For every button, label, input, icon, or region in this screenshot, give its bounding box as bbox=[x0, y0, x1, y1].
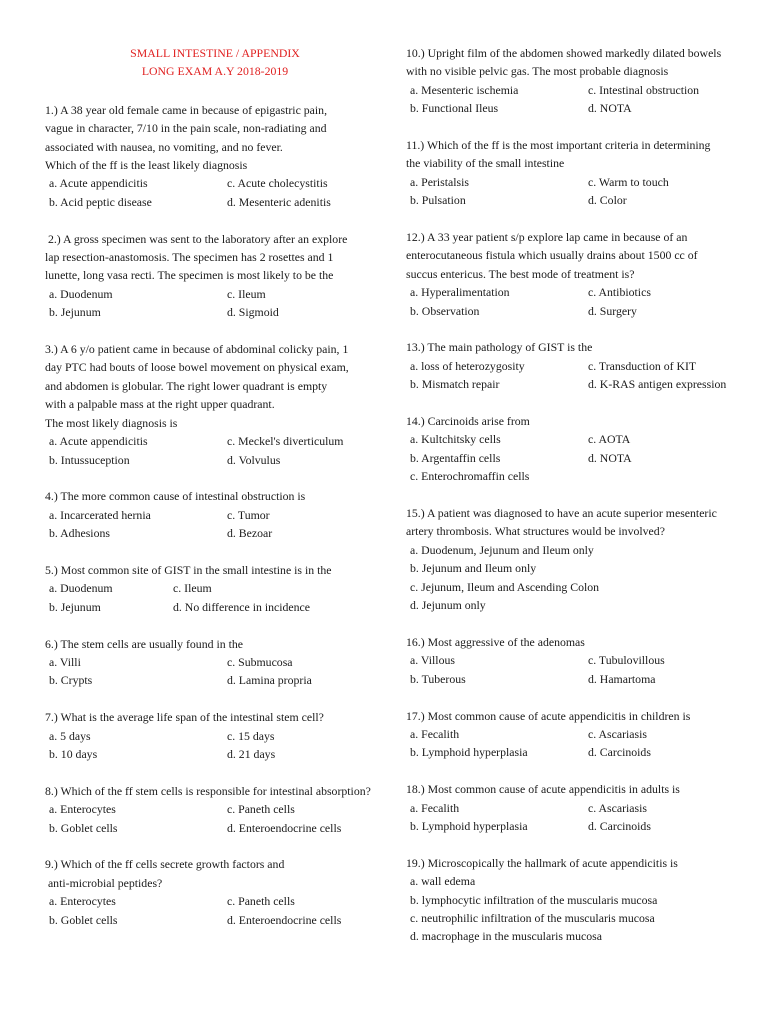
answer-option: c. Transduction of KIT bbox=[588, 358, 697, 373]
answer-option: a. Acute appendicitis bbox=[49, 434, 148, 449]
answer-option: b. Functional Ileus bbox=[410, 101, 499, 116]
question-line: 7.) What is the average life span of the intestinal stem cell? bbox=[45, 710, 324, 725]
options-grid bbox=[45, 892, 385, 929]
question-item bbox=[45, 101, 385, 211]
question-line: 19.) Microscopically the hallmark of acute appendicitis is bbox=[406, 855, 678, 870]
question-item bbox=[45, 855, 385, 929]
question-line: anti-microbial peptides? bbox=[45, 875, 163, 890]
question-stem bbox=[406, 338, 756, 356]
options-list bbox=[406, 872, 756, 946]
question-line: vague in character, 7/10 in the pain scale, non-radiating and bbox=[45, 121, 327, 136]
answer-option: a. loss of heterozygosity bbox=[410, 358, 525, 373]
answer-option: b. Mismatch repair bbox=[410, 377, 500, 392]
answer-option: c. Antibiotics bbox=[588, 285, 651, 300]
answer-option: b. Crypts bbox=[49, 673, 93, 688]
options-grid bbox=[45, 285, 385, 322]
answer-option: d. NOTA bbox=[588, 101, 632, 116]
question-line: 1.) A 38 year old female came in because of epigastric pain, bbox=[45, 102, 328, 117]
answer-option: c. Meckel's diverticulum bbox=[227, 434, 344, 449]
options-grid bbox=[45, 174, 385, 211]
options-grid bbox=[406, 799, 756, 836]
answer-option: d. Carcinoids bbox=[588, 745, 651, 760]
question-item bbox=[406, 44, 756, 118]
options-grid bbox=[406, 81, 756, 118]
question-item bbox=[45, 708, 385, 763]
answer-option: d. Carcinoids bbox=[588, 818, 651, 833]
options-grid bbox=[406, 430, 756, 467]
question-item bbox=[45, 561, 385, 616]
question-line: 10.) Upright film of the abdomen showed markedly dilated bowels bbox=[406, 46, 722, 60]
answer-option: b. Goblet cells bbox=[49, 820, 118, 835]
answer-option: c. Tubulovillous bbox=[588, 653, 665, 668]
answer-option: b. Adhesions bbox=[49, 526, 110, 541]
options-grid bbox=[45, 653, 385, 690]
question-item bbox=[45, 487, 385, 542]
left-question-list bbox=[45, 101, 385, 929]
answer-option: a. Villous bbox=[410, 653, 455, 668]
answer-option: c. Jejunum, Ileum and Ascending Colon bbox=[410, 579, 600, 594]
answer-option: a. Villi bbox=[49, 654, 81, 669]
answer-option: d. Volvulus bbox=[227, 452, 281, 467]
answer-option: a. Acute appendicitis bbox=[49, 176, 148, 191]
answer-option: c. Paneth cells bbox=[227, 802, 295, 817]
question-item bbox=[406, 412, 756, 486]
question-line: with a palpable mass at the right upper quadrant. bbox=[45, 397, 275, 412]
options-grid bbox=[45, 579, 385, 616]
question-item bbox=[406, 228, 756, 320]
question-stem bbox=[45, 635, 385, 653]
answer-option: a. Fecalith bbox=[410, 726, 460, 741]
question-stem bbox=[406, 707, 756, 725]
answer-option: d. K-RAS antigen expression bbox=[588, 377, 727, 392]
question-item bbox=[45, 230, 385, 322]
question-line: 14.) Carcinoids arise from bbox=[406, 414, 530, 429]
question-line: associated with nausea, no vomiting, and no fever. bbox=[45, 139, 283, 154]
answer-option: b. Lymphoid hyperplasia bbox=[410, 745, 528, 760]
question-stem bbox=[45, 340, 385, 432]
options-grid bbox=[45, 432, 385, 469]
question-line: 11.) Which of the ff is the most important criteria in determining bbox=[406, 138, 711, 153]
answer-option: c. Enterochromaffin cells bbox=[410, 469, 530, 484]
question-stem bbox=[406, 44, 756, 81]
answer-option: b. Intussuception bbox=[49, 452, 130, 467]
exam-subtitle: LONG EXAM A.Y 2018-2019 bbox=[141, 64, 289, 79]
question-line: 9.) Which of the ff cells secrete growth factors and bbox=[45, 857, 285, 872]
answer-option: c. AOTA bbox=[588, 432, 631, 447]
answer-option: b. Jejunum bbox=[49, 599, 101, 614]
question-line: Which of the ff is the least likely diagnosis bbox=[45, 158, 248, 173]
question-line: 3.) A 6 y/o patient came in because of abdominal colicky pain, 1 bbox=[45, 342, 349, 357]
question-line: day PTC had bouts of loose bowel movement on physical exam, bbox=[45, 360, 349, 375]
question-line: 18.) Most common cause of acute appendicitis in adults is bbox=[406, 782, 680, 797]
question-stem bbox=[45, 230, 385, 285]
answer-option: a. wall edema bbox=[410, 874, 476, 889]
answer-option: b. 10 days bbox=[49, 746, 98, 761]
question-stem bbox=[45, 487, 385, 505]
question-line: 4.) The more common cause of intestinal obstruction is bbox=[45, 489, 306, 504]
options-grid bbox=[406, 357, 756, 394]
question-line: 12.) A 33 year patient s/p explore lap came in because of an bbox=[406, 230, 688, 245]
question-item bbox=[45, 340, 385, 469]
exam-title: SMALL INTESTINE / APPENDIX bbox=[130, 46, 300, 60]
answer-option: b. lymphocytic infiltration of the muscularis mucosa bbox=[410, 892, 658, 907]
answer-option: b. Jejunum bbox=[49, 305, 101, 320]
question-stem bbox=[406, 412, 756, 430]
question-line: enterocutaneous fistula which usually drains about 1500 cc of bbox=[406, 248, 698, 263]
left-column bbox=[45, 44, 385, 947]
answer-option: a. 5 days bbox=[49, 728, 91, 743]
answer-option: d. No difference in incidence bbox=[173, 599, 311, 614]
question-stem bbox=[45, 708, 385, 726]
answer-option: d. Lamina propria bbox=[227, 673, 312, 688]
question-line: 13.) The main pathology of GIST is the bbox=[406, 340, 593, 355]
answer-option: c. Ileum bbox=[173, 581, 212, 596]
answer-option: a. Kultchitsky cells bbox=[410, 432, 501, 447]
answer-option: c. Intestinal obstruction bbox=[588, 82, 700, 97]
right-column bbox=[406, 44, 756, 964]
question-stem bbox=[406, 780, 756, 798]
answer-option: a. Enterocytes bbox=[49, 802, 116, 817]
question-item bbox=[45, 635, 385, 690]
right-question-list bbox=[406, 44, 756, 946]
answer-option: d. Sigmoid bbox=[227, 305, 279, 320]
answer-option: c. Ileum bbox=[227, 286, 266, 301]
options-extra bbox=[406, 467, 756, 485]
options-grid bbox=[406, 725, 756, 762]
question-line: with no visible pelvic gas. The most probable diagnosis bbox=[406, 64, 669, 79]
answer-option: d. Surgery bbox=[588, 303, 637, 318]
question-item bbox=[406, 780, 756, 835]
options-grid bbox=[406, 173, 756, 210]
question-stem bbox=[406, 504, 756, 541]
options-grid bbox=[406, 283, 756, 320]
question-stem bbox=[45, 101, 385, 175]
answer-option: d. macrophage in the muscularis mucosa bbox=[410, 929, 602, 944]
answer-option: a. Peristalsis bbox=[410, 174, 469, 189]
question-stem bbox=[45, 782, 385, 800]
answer-option: c. Paneth cells bbox=[227, 894, 295, 909]
options-grid bbox=[45, 800, 385, 837]
question-item bbox=[406, 136, 756, 210]
answer-option: d. Bezoar bbox=[227, 526, 273, 541]
question-item bbox=[406, 633, 756, 688]
options-grid bbox=[45, 506, 385, 543]
answer-option: c. 15 days bbox=[227, 728, 275, 743]
answer-option: b. Lymphoid hyperplasia bbox=[410, 818, 528, 833]
answer-option: b. Argentaffin cells bbox=[410, 450, 501, 465]
question-line: and abdomen is globular. The right lower quadrant is empty bbox=[45, 378, 328, 393]
question-line: lap resection-anastomosis. The specimen has 2 rosettes and 1 bbox=[45, 250, 334, 265]
question-line: 16.) Most aggressive of the adenomas bbox=[406, 634, 585, 649]
question-item bbox=[406, 854, 756, 946]
answer-option: d. NOTA bbox=[588, 450, 632, 465]
answer-option: d. Mesenteric adenitis bbox=[227, 194, 331, 209]
question-stem bbox=[45, 561, 385, 579]
answer-option: d. 21 days bbox=[227, 746, 276, 761]
question-line: 6.) The stem cells are usually found in the bbox=[45, 636, 243, 651]
question-line: succus entericus. The best mode of treatment is? bbox=[406, 266, 635, 281]
answer-option: c. Warm to touch bbox=[588, 174, 669, 189]
answer-option: b. Jejunum and Ileum only bbox=[410, 561, 537, 576]
question-line: lunette, long vasa recti. The specimen is most likely to be the bbox=[45, 268, 334, 283]
answer-option: a. Fecalith bbox=[410, 800, 460, 815]
answer-option: c. Ascariasis bbox=[588, 800, 647, 815]
answer-option: c. Tumor bbox=[227, 507, 270, 522]
answer-option: d. Color bbox=[588, 193, 627, 208]
question-stem bbox=[406, 228, 756, 283]
answer-option: a. Duodenum bbox=[49, 581, 113, 596]
answer-option: c. neutrophilic infiltration of the muscularis mucosa bbox=[410, 910, 655, 925]
answer-option: b. Goblet cells bbox=[49, 912, 118, 927]
question-line: The most likely diagnosis is bbox=[45, 415, 178, 430]
answer-option: c. Acute cholecystitis bbox=[227, 176, 328, 191]
question-stem bbox=[45, 855, 385, 892]
options-grid bbox=[406, 651, 756, 688]
answer-option: b. Pulsation bbox=[410, 193, 466, 208]
answer-option: a. Duodenum bbox=[49, 286, 113, 301]
answer-option: a. Duodenum, Jejunum and Ileum only bbox=[410, 542, 594, 557]
answer-option: a. Mesenteric ischemia bbox=[410, 82, 519, 97]
question-line: the viability of the small intestine bbox=[406, 156, 565, 171]
answer-option: b. Acid peptic disease bbox=[49, 194, 152, 209]
question-line: 17.) Most common cause of acute appendicitis in children is bbox=[406, 708, 691, 723]
answer-option: c. Submucosa bbox=[227, 654, 293, 669]
question-line: artery thrombosis. What structures would be involved? bbox=[406, 524, 665, 539]
question-line: 5.) Most common site of GIST in the small intestine is in the bbox=[45, 562, 332, 577]
answer-option: b. Tuberous bbox=[410, 671, 466, 686]
answer-option: d. Jejunum only bbox=[410, 598, 486, 613]
question-stem bbox=[406, 854, 756, 872]
question-item bbox=[406, 504, 756, 614]
question-item bbox=[45, 782, 385, 837]
answer-option: d. Hamartoma bbox=[588, 671, 656, 686]
question-stem bbox=[406, 136, 756, 173]
question-stem bbox=[406, 633, 756, 651]
options-grid bbox=[45, 727, 385, 764]
options-list bbox=[406, 541, 756, 615]
answer-option: a. Incarcerated hernia bbox=[49, 507, 151, 522]
question-line: 8.) Which of the ff stem cells is responsible for intestinal absorption? bbox=[45, 783, 371, 798]
question-item bbox=[406, 707, 756, 762]
answer-option: d. Enteroendocrine cells bbox=[227, 912, 342, 927]
exam-header bbox=[45, 44, 385, 81]
question-item bbox=[406, 338, 756, 393]
answer-option: a. Hyperalimentation bbox=[410, 285, 510, 300]
answer-option: c. Ascariasis bbox=[588, 726, 647, 741]
question-line: 15.) A patient was diagnosed to have an acute superior mesenteric bbox=[406, 506, 717, 521]
answer-option: d. Enteroendocrine cells bbox=[227, 820, 342, 835]
answer-option: b. Observation bbox=[410, 303, 480, 318]
question-line: 2.) A gross specimen was sent to the laboratory after an explore bbox=[45, 231, 348, 246]
answer-option: a. Enterocytes bbox=[49, 894, 116, 909]
